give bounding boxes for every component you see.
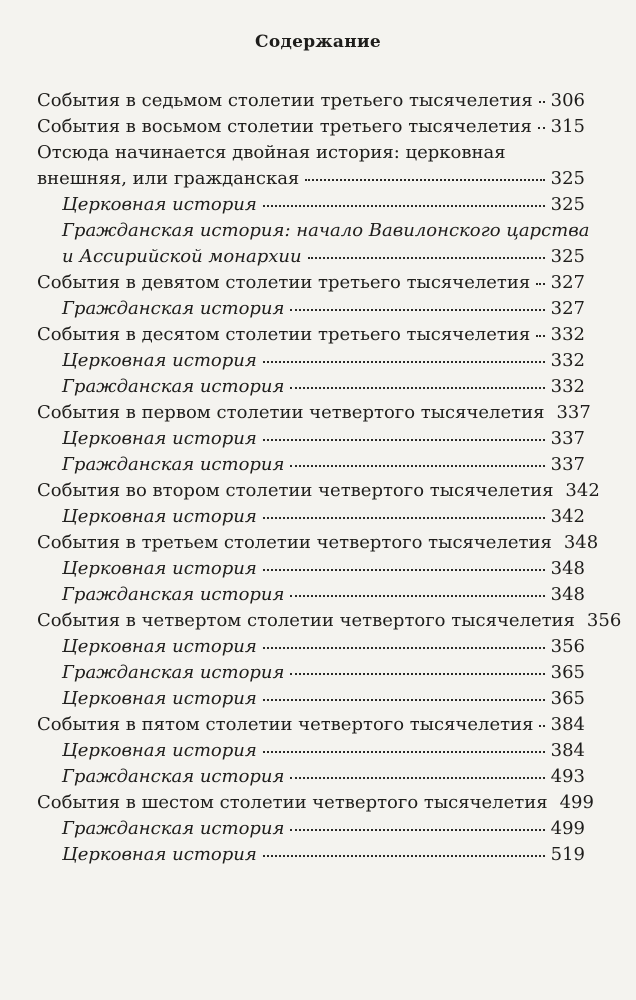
toc-subentry — [37, 634, 585, 660]
dot-leader — [263, 438, 545, 441]
toc-page-number: 337 — [550, 454, 585, 475]
dot-leader — [290, 386, 544, 389]
toc-entry-title: Гражданская история — [62, 454, 285, 475]
toc-entry-title: Гражданская история — [62, 818, 285, 839]
toc-page-number: 315 — [550, 116, 585, 137]
toc-entry — [37, 790, 594, 816]
dot-leader — [263, 854, 545, 857]
toc-entry — [37, 114, 585, 140]
dot-leader — [290, 828, 544, 831]
toc-entry-title: События в восьмом столетии третьего тысячелетия — [37, 116, 532, 137]
dot-leader — [263, 516, 545, 519]
toc-entry-title: События в шестом столетии четвертого тысячелетия — [37, 792, 548, 813]
toc-page-number: 325 — [550, 246, 585, 267]
toc-entry-title: Церковная история — [62, 428, 257, 449]
dot-leader — [308, 256, 545, 259]
toc-subentry — [37, 660, 585, 686]
toc-page-number: 519 — [550, 844, 585, 865]
dot-leader — [263, 698, 545, 701]
toc-page-number: 499 — [550, 818, 585, 839]
toc-entry-title: События в девятом столетии третьего тысячелетия — [37, 272, 531, 293]
toc-page-number: 342 — [550, 506, 585, 527]
toc-page-number: 332 — [550, 350, 585, 371]
dot-leader — [290, 464, 544, 467]
dot-leader — [290, 672, 544, 675]
toc-page-number: 306 — [550, 90, 585, 111]
toc-page-number: 348 — [563, 532, 599, 553]
toc-subentry — [37, 556, 585, 582]
toc-page-number: 327 — [550, 272, 585, 293]
toc-subentry — [37, 348, 585, 374]
toc-entry — [37, 322, 585, 348]
toc-entry — [37, 530, 599, 556]
toc-entry — [37, 608, 622, 634]
toc-entry — [37, 140, 585, 192]
table-of-contents — [37, 88, 622, 868]
toc-page-number: 348 — [550, 558, 585, 579]
toc-entry-title: Гражданская история — [62, 662, 285, 683]
toc-subentry — [37, 192, 585, 218]
toc-entry-title: Церковная история — [62, 194, 257, 215]
toc-entry — [37, 712, 585, 738]
toc-subentry — [37, 582, 585, 608]
toc-page-number: 365 — [550, 688, 585, 709]
toc-page-number: 499 — [559, 792, 594, 813]
toc-entry-title: Церковная история — [62, 506, 257, 527]
dot-leader — [539, 100, 545, 103]
toc-entry-title: внешняя, или гражданская — [37, 168, 300, 189]
dot-leader — [290, 308, 544, 311]
toc-entry — [37, 400, 591, 426]
toc-page-number: 332 — [550, 376, 585, 397]
dot-leader — [538, 126, 545, 129]
toc-page-number: 384 — [550, 714, 585, 735]
dot-leader — [263, 360, 545, 363]
toc-subentry — [37, 296, 585, 322]
toc-entry — [37, 88, 585, 114]
dot-leader — [536, 334, 544, 337]
toc-page-number: 332 — [550, 324, 585, 345]
dot-leader — [290, 594, 544, 597]
toc-page-number: 337 — [556, 402, 591, 423]
toc-entry-title: События в седьмом столетии третьего тысячелетия — [37, 90, 533, 111]
dot-leader — [539, 724, 544, 727]
toc-page-number: 348 — [550, 584, 585, 605]
page-title: Содержание — [255, 32, 381, 52]
toc-entry-title: Гражданская история — [62, 298, 285, 319]
toc-page-number: 325 — [550, 194, 585, 215]
dot-leader — [263, 646, 545, 649]
toc-subentry — [37, 218, 590, 270]
toc-subentry — [37, 842, 585, 868]
toc-subentry — [37, 426, 585, 452]
toc-page-number: 356 — [550, 636, 585, 657]
toc-entry-title: События в пятом столетии четвертого тысячелетия — [37, 714, 534, 735]
toc-entry-title-line1: Гражданская история: начало Вавилонского царства — [62, 220, 590, 241]
toc-page-number: 325 — [550, 168, 585, 189]
toc-entry-title: Церковная история — [62, 740, 257, 761]
toc-entry-title: События в четвертом столетии четвертого тысячелетия — [37, 610, 575, 631]
toc-entry-title: События в первом столетии четвертого тысячелетия — [37, 402, 545, 423]
toc-entry-title: Церковная история — [62, 844, 257, 865]
toc-subentry — [37, 816, 585, 842]
toc-page-number: 384 — [550, 740, 585, 761]
toc-entry-title: События в третьем столетии четвертого тысячелетия — [37, 532, 552, 553]
dot-leader — [263, 204, 545, 207]
toc-subentry — [37, 764, 585, 790]
toc-entry-title: Церковная история — [62, 636, 257, 657]
toc-entry — [37, 270, 585, 296]
toc-entry-title: и Ассирийской монархии — [62, 246, 302, 267]
toc-subentry — [37, 738, 585, 764]
toc-page-number: 493 — [550, 766, 585, 787]
toc-subentry — [37, 504, 585, 530]
toc-subentry — [37, 686, 585, 712]
toc-entry-title: Церковная история — [62, 350, 257, 371]
dot-leader — [536, 282, 544, 285]
toc-entry — [37, 478, 600, 504]
dot-leader — [290, 776, 544, 779]
toc-page-number: 356 — [586, 610, 622, 631]
toc-subentry — [37, 452, 585, 478]
dot-leader — [263, 750, 545, 753]
toc-entry-title: Церковная история — [62, 558, 257, 579]
toc-entry-title: Гражданская история — [62, 376, 285, 397]
toc-entry-title: События во втором столетии четвертого тысячелетия — [37, 480, 554, 501]
toc-page-number: 337 — [550, 428, 585, 449]
toc-page-number: 365 — [550, 662, 585, 683]
toc-entry-title: Церковная история — [62, 688, 257, 709]
toc-page-number: 342 — [565, 480, 600, 501]
toc-entry-title: События в десятом столетии третьего тысячелетия — [37, 324, 531, 345]
toc-entry-title-line1: Отсюда начинается двойная история: церковная — [37, 142, 506, 163]
toc-entry-title: Гражданская история — [62, 766, 285, 787]
toc-page-number: 327 — [550, 298, 585, 319]
dot-leader — [263, 568, 545, 571]
dot-leader — [305, 178, 544, 181]
toc-entry-title: Гражданская история — [62, 584, 285, 605]
toc-subentry — [37, 374, 585, 400]
